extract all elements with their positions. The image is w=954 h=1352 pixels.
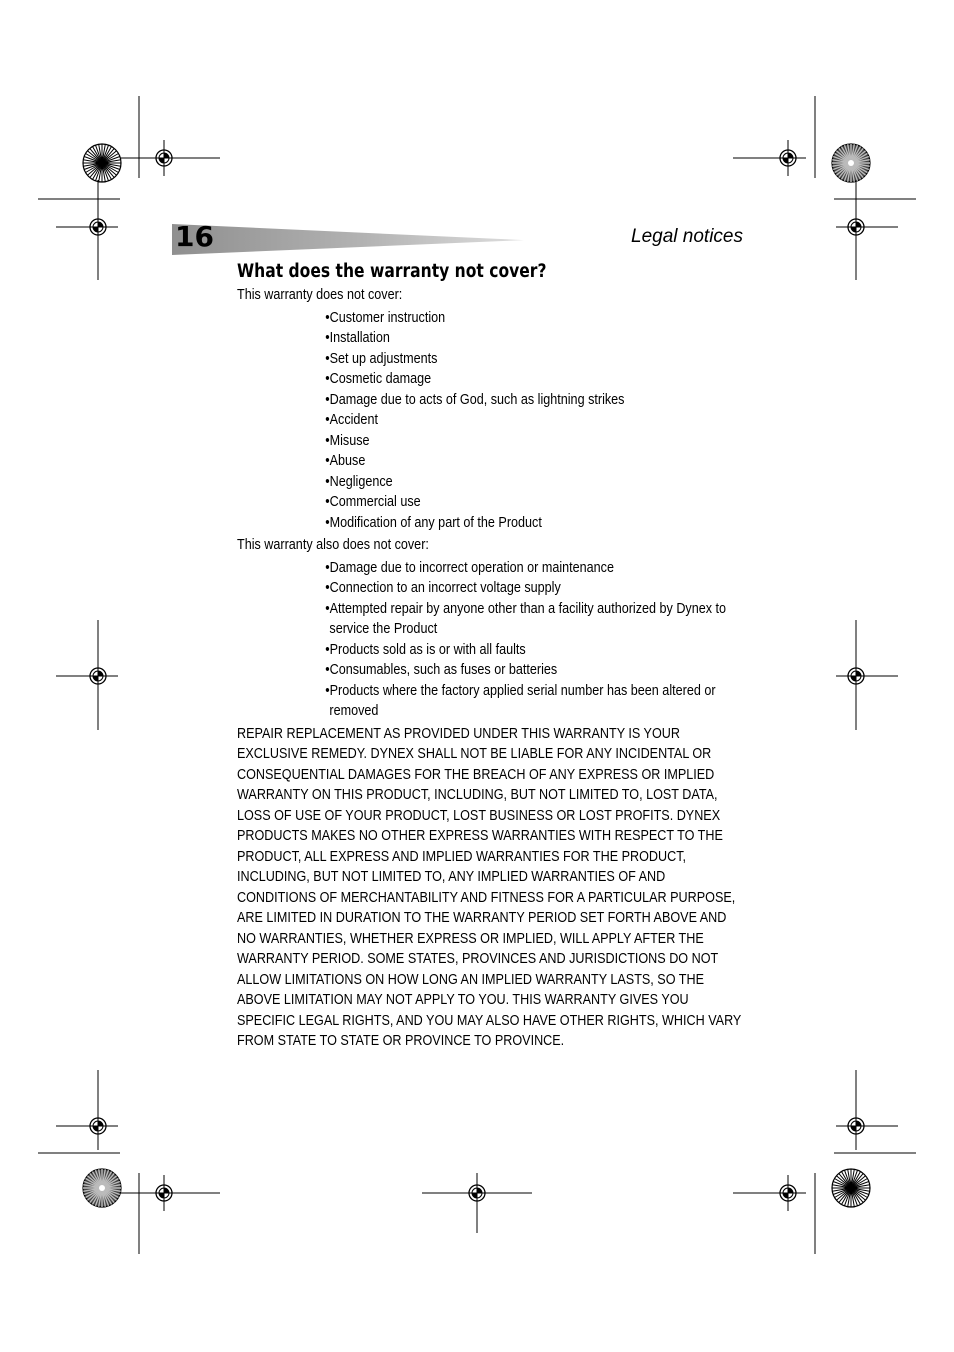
also-not-covered-list	[237, 558, 745, 722]
list-item: • Customer instruction	[318, 308, 746, 329]
list-item: • Modification of any part of the Product	[318, 513, 746, 534]
list-item: • Consumables, such as fuses or batteries	[318, 660, 746, 681]
color-bar-starburst-icon	[832, 1169, 870, 1207]
section-title: Legal notices	[631, 226, 743, 247]
list-item: • Set up adjustments	[318, 349, 746, 370]
page-number: 16	[175, 220, 214, 253]
list-item: • Attempted repair by anyone other than a facility authorized by Dynex to service the Product	[318, 599, 746, 640]
list-item: • Accident	[318, 410, 746, 431]
list-item: • Cosmetic damage	[318, 369, 746, 390]
list-item: • Connection to an incorrect voltage supply	[318, 578, 746, 599]
list-item: • Installation	[318, 328, 746, 349]
not-covered-list	[237, 308, 745, 534]
page-content	[237, 259, 745, 1052]
list-item: • Negligence	[318, 472, 746, 493]
color-bar-starburst-icon	[83, 1169, 121, 1207]
legal-disclaimer: REPAIR REPLACEMENT AS PROVIDED UNDER THIS WARRANTY IS YOUR EXCLUSIVE REMEDY. DYNEX SHALL NOT BE LIABLE FOR ANY INCIDENTAL OR CONSEQUENTIAL DAMAGES FOR THE BREACH OF ANY EXPRESS OR IMPLIED WARRANTY ON THIS PRODUCT, INCLUDING, BUT NOT LIMITED TO, LOST DATA, LOSS OF USE OF YOUR PRODUCT, LOST BUSINESS OR LOST PROFITS. DYNEX PRODUCTS MAKES NO OTHER EXPRESS WARRANTIES WITH RESPECT TO THE PRODUCT, ALL EXPRESS AND IMPLIED WARRANTIES FOR THE PRODUCT, INCLUDING, BUT NOT LIMITED TO, ANY IMPLIED WARRANTIES OF AND CONDITIONS OF MERCHANTABILITY AND FITNESS FOR A PARTICULAR PURPOSE, ARE LIMITED IN DURATION TO THE WARRANTY PERIOD SET FORTH ABOVE AND NO WARRANTIES, WHETHER EXPRESS OR IMPLIED, WILL APPLY AFTER THE WARRANTY PERIOD. SOME STATES, PROVINCES AND JURISDICTIONS DO NOT ALLOW LIMITATIONS ON HOW LONG AN IMPLIED WARRANTY LASTS, SO THE ABOVE LIMITATION MAY NOT APPLY TO YOU. THIS WARRANTY GIVES YOU SPECIFIC LEGAL RIGHTS, AND YOU MAY ALSO HAVE OTHER RIGHTS, WHICH VARY FROM STATE TO STATE OR PROVINCE TO PROVINCE.	[237, 724, 742, 1049]
list-item: • Misuse	[318, 431, 746, 452]
list-item: • Abuse	[318, 451, 746, 472]
list-item: • Damage due to incorrect operation or maintenance	[318, 558, 746, 579]
warranty-heading: What does the warranty not cover?	[237, 261, 547, 282]
list-item: • Products sold as is or with all faults	[318, 640, 746, 661]
list-item: • Commercial use	[318, 492, 746, 513]
list-item: • Products where the factory applied serial number has been altered or removed	[318, 681, 746, 722]
intro-text: This warranty does not cover:	[237, 286, 403, 303]
color-bar-starburst-icon	[832, 144, 870, 182]
intro-text-2: This warranty also does not cover:	[237, 536, 429, 553]
color-bar-starburst-icon	[83, 144, 121, 182]
list-item: • Damage due to acts of God, such as lightning strikes	[318, 390, 746, 411]
